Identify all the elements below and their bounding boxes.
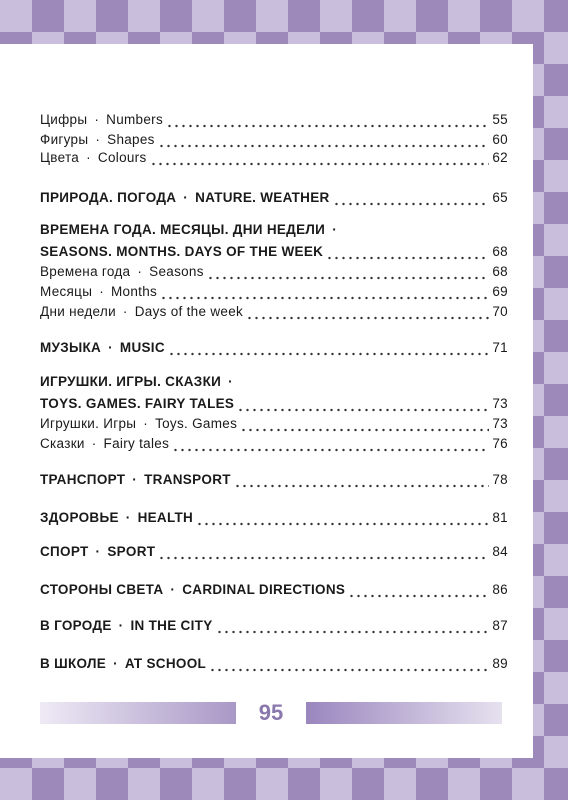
separator-dot: · — [94, 112, 100, 127]
footer-bar-left — [40, 702, 236, 724]
toc-title-en: Fairy tales — [103, 436, 170, 451]
toc-section — [40, 242, 508, 262]
separator-dot: · — [108, 340, 113, 355]
toc-title-en: IN THE CITY — [130, 618, 213, 633]
toc-title-ru: СТОРОНЫ СВЕТА — [40, 582, 164, 597]
dot-leader — [160, 282, 489, 302]
separator-dot: · — [143, 416, 149, 431]
dot-leader — [150, 148, 490, 168]
toc-page-number: 87 — [492, 618, 508, 633]
toc-section — [40, 508, 508, 528]
dot-leader — [246, 302, 489, 322]
toc-page-number: 70 — [492, 304, 508, 319]
toc-section — [40, 338, 508, 358]
toc-title-en: SPORT — [107, 544, 156, 559]
toc-page-number: 86 — [492, 582, 508, 597]
separator-dot: · — [99, 284, 104, 299]
toc-page-number: 60 — [492, 132, 508, 147]
toc-title-ru: ПРИРОДА. ПОГОДА — [40, 190, 177, 205]
toc-section — [40, 542, 508, 562]
dot-leader — [240, 414, 489, 434]
separator-dot: · — [86, 150, 91, 165]
toc-title-en: HEALTH — [137, 510, 194, 525]
toc-section — [40, 616, 508, 636]
dot-leader — [333, 188, 490, 208]
dot-leader — [326, 242, 489, 262]
separator-dot: · — [183, 190, 189, 205]
dot-leader — [172, 434, 489, 454]
toc-section — [40, 394, 508, 414]
toc-title-ru: Сказки — [40, 436, 85, 451]
separator-dot: · — [228, 374, 233, 389]
dot-leader — [234, 470, 490, 490]
toc-title-en: Toys. Games — [155, 416, 238, 431]
toc-title-ru: Игрушки. Игры — [40, 416, 137, 431]
separator-dot: · — [137, 264, 143, 279]
toc-entry — [40, 302, 508, 322]
separator-dot: · — [95, 544, 101, 559]
toc-title-en: Numbers — [106, 112, 164, 127]
separator-dot: · — [118, 618, 124, 633]
toc-page-number: 55 — [492, 112, 508, 127]
toc-title-ru: ВРЕМЕНА ГОДА. МЕСЯЦЫ. ДНИ НЕДЕЛИ — [40, 222, 326, 237]
dot-leader — [196, 508, 489, 528]
toc-section-line1 — [40, 220, 508, 240]
separator-dot: · — [332, 222, 337, 237]
toc-section — [40, 654, 508, 674]
toc-page-number: 65 — [492, 190, 508, 205]
book-page — [0, 44, 533, 758]
dot-leader — [207, 262, 490, 282]
toc-section — [40, 580, 508, 600]
toc-page-number: 81 — [492, 510, 508, 525]
toc-page-number: 73 — [492, 396, 508, 411]
toc-title-ru: Цвета — [40, 150, 80, 165]
separator-dot: · — [122, 304, 128, 319]
toc-title-en: AT SCHOOL — [124, 656, 207, 671]
toc-title-ru: Фигуры — [40, 132, 89, 147]
dot-leader — [237, 394, 489, 414]
dot-leader — [166, 110, 489, 130]
toc-section-line1 — [40, 372, 508, 392]
toc-title-en: TOYS. GAMES. FAIRY TALES — [40, 396, 235, 411]
toc-section — [40, 188, 508, 208]
toc-title-en: Seasons — [149, 264, 204, 279]
toc-page-number: 76 — [492, 436, 508, 451]
toc-page-number: 68 — [492, 244, 508, 259]
toc-title-en: CARDINAL DIRECTIONS — [182, 582, 346, 597]
toc-title-en: Days of the week — [134, 304, 244, 319]
toc-entry — [40, 110, 508, 130]
toc-title-ru: В ШКОЛЕ — [40, 656, 107, 671]
toc-page-number: 69 — [492, 284, 508, 299]
toc-title-en: TRANSPORT — [144, 472, 231, 487]
toc-title-en: NATURE. WEATHER — [195, 190, 330, 205]
toc-entry — [40, 130, 508, 150]
toc-title-ru: В ГОРОДЕ — [40, 618, 112, 633]
dot-leader — [158, 130, 490, 150]
dot-leader — [209, 654, 489, 674]
toc-title-ru: Дни недели — [40, 304, 116, 319]
toc-title-ru: ЗДОРОВЬЕ — [40, 510, 119, 525]
toc-section — [40, 470, 508, 490]
toc-entry — [40, 262, 508, 282]
toc-page-number: 73 — [492, 416, 508, 431]
toc-page-number: 89 — [492, 656, 508, 671]
toc-title-ru: Цифры — [40, 112, 88, 127]
separator-dot: · — [95, 132, 101, 147]
separator-dot: · — [132, 472, 138, 487]
toc-title-en: Months — [111, 284, 158, 299]
toc-title-ru: МУЗЫКА — [40, 340, 102, 355]
toc-title-en: Shapes — [107, 132, 155, 147]
footer-bar-right — [306, 702, 502, 724]
toc-page-number: 68 — [492, 264, 508, 279]
toc-title-ru: ТРАНСПОРТ — [40, 472, 126, 487]
toc-entry — [40, 148, 508, 168]
toc-page-number: 71 — [492, 340, 508, 355]
toc-title-en: SEASONS. MONTHS. DAYS OF THE WEEK — [40, 244, 324, 259]
separator-dot: · — [170, 582, 176, 597]
toc-title-ru: СПОРТ — [40, 544, 89, 559]
toc-title-en: MUSIC — [119, 340, 165, 355]
dot-leader — [216, 616, 490, 636]
toc-entry — [40, 434, 508, 454]
toc-page-number: 84 — [492, 544, 508, 559]
toc-title-en: Colours — [97, 150, 147, 165]
toc-page-number: 62 — [492, 150, 508, 165]
separator-dot: · — [91, 436, 97, 451]
toc-title-ru: Месяцы — [40, 284, 93, 299]
toc-entry — [40, 414, 508, 434]
toc-page-number: 78 — [492, 472, 508, 487]
toc-title-ru: ИГРУШКИ. ИГРЫ. СКАЗКИ — [40, 374, 222, 389]
dot-leader — [158, 542, 489, 562]
page-number: 95 — [258, 700, 284, 725]
dot-leader — [348, 580, 489, 600]
toc-entry — [40, 282, 508, 302]
separator-dot: · — [113, 656, 118, 671]
dot-leader — [168, 338, 489, 358]
toc-title-ru: Времена года — [40, 264, 131, 279]
separator-dot: · — [125, 510, 131, 525]
